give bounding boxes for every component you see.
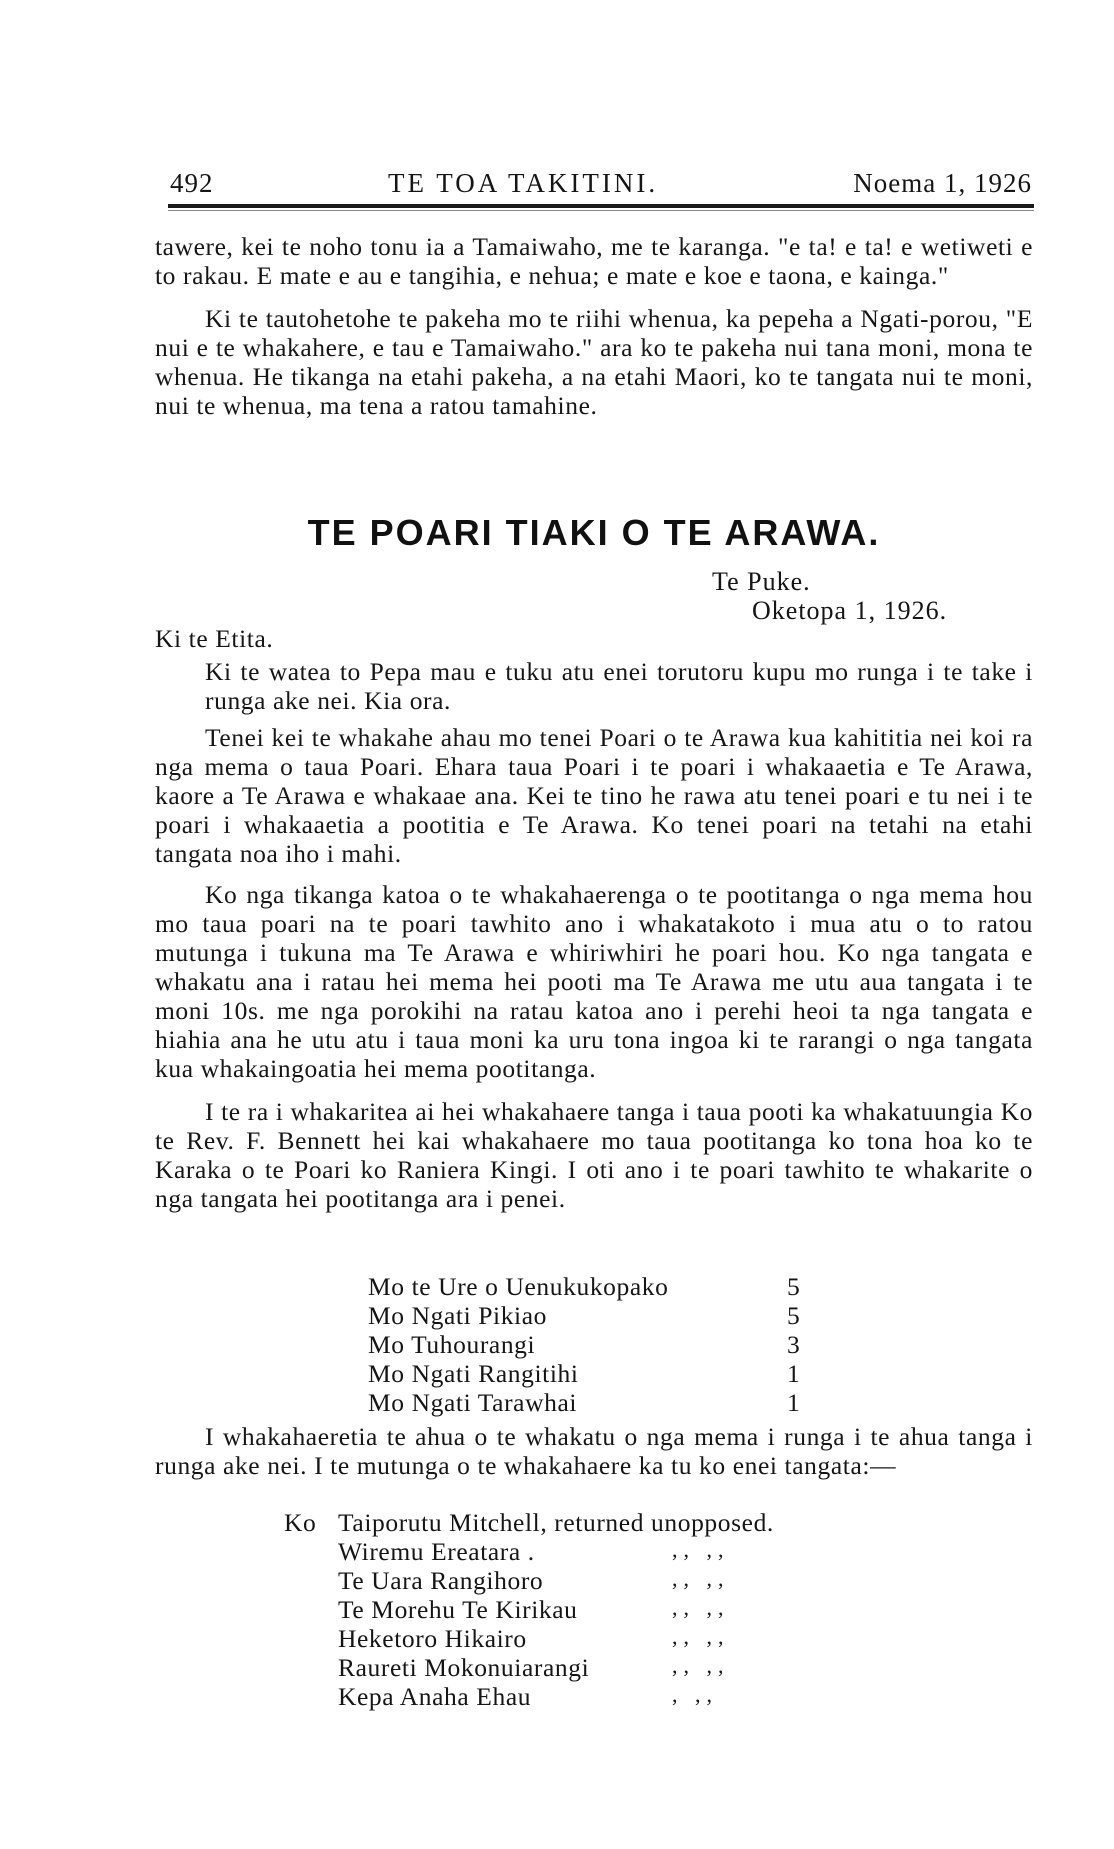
results-paragraph: I whakahaeretia te ahua o te whakatu o nga mema i runga i te ahua tanga i runga ake nei. I te mutunga o te whakahaere ka tu ko enei tangata:—	[155, 1422, 1033, 1480]
allocation-count: 5	[787, 1272, 800, 1301]
body-paragraph: Tenei kei te whakahe ahau mo tenei Poari o te Arawa kua kahititia nei koi ra nga mema o taua Poari. Ehara taua Poari i te poari i whakaaetia e Te Arawa, kaore a Te Arawa e whakaae ana. Kei te tino he rawa atu tenei poari e tu nei i te poari i whakaaetia a pootitia e Te Arawa. Ko tenei poari na tetahi na etahi tangata noa iho i mahi.	[155, 723, 1033, 868]
ditto-mark: ,, ,,	[672, 1537, 730, 1562]
allocation-label: Mo Ngati Rangitihi	[368, 1359, 579, 1388]
ditto-mark: ,, ,,	[672, 1595, 730, 1620]
results-text	[155, 1422, 1033, 1480]
header-rule	[168, 204, 1034, 208]
allocation-count: 5	[787, 1301, 800, 1330]
results-prefix: Ko	[284, 1508, 317, 1537]
result-name: Heketoro Hikairo	[338, 1624, 527, 1653]
result-name: Kepa Anaha Ehau	[338, 1682, 532, 1711]
ditto-mark: ,, ,,	[672, 1566, 730, 1591]
issue-date: Noema 1, 1926	[853, 168, 1032, 198]
allocation-label: Mo Ngati Pikiao	[368, 1301, 547, 1330]
journal-title: TE TOA TAKITINI.	[388, 168, 659, 198]
salutation: Ki te Etita.	[155, 624, 274, 653]
body-paragraph: Ko nga tikanga katoa o te whakahaerenga o te pootitanga o nga mema hou mo taua poari na te poari tawhito ano i whakatakoto i mua atu o to ratou mutunga i tukuna ma Te Arawa e whiriwhiri he poari hou. Ko nga tangata e whakatu ana i ratau hei mema hei pooti ma Te Arawa me utu aua tangata i te moni 10s. me nga porokihi na ratau katoa ano i perehi heoi ta nga tangata e hiahia ana he utu atu i taua moni ka uru tona ingoa ki te rarangi o nga tangata kua whakaingoatia hei mema pootitanga.	[155, 880, 1033, 1083]
dateline-place: Te Puke.	[712, 567, 811, 596]
ditto-mark: , ,,	[672, 1682, 718, 1707]
allocation-count: 1	[787, 1388, 800, 1417]
intro-text	[155, 232, 1033, 420]
allocation-count: 1	[787, 1359, 800, 1388]
allocation-label: Mo Tuhourangi	[368, 1330, 536, 1359]
header-rule-thin	[168, 210, 1034, 211]
ditto-mark: ,, ,,	[672, 1653, 730, 1678]
intro-paragraph: tawere, kei te noho tonu ia a Tamaiwaho, me te karanga. "e ta! e ta! e wetiweti e to rakau. E mate e au e tangihia, e nehua; e mate e koe e taona, e kainga."	[155, 232, 1033, 290]
body-paragraph: I te ra i whakaritea ai hei whakahaere tanga i taua pooti ka whakatuungia Ko te Rev. F. Bennett hei kai whakahaere mo taua pootitanga ko tona hoa ko te Karaka o te Poari ko Raniera Kingi. I oti ano i te poari tawhito te whakarite o nga tangata hei pootitanga ara i penei.	[155, 1097, 1033, 1213]
intro-paragraph: Ki te tautohetohe te pakeha mo te riihi whenua, ka pepeha a Ngati-porou, "E nui e te whakahere, e tau e Tamaiwaho." ara ko te pakeha nui tana moni, mona te whenua. He tikanga na etahi pakeha, a na etahi Maori, ko te tangata nui te moni, nui te whenua, ma tena a ratou tamahine.	[155, 304, 1033, 420]
page-header	[170, 168, 1032, 202]
page-number: 492	[170, 168, 214, 198]
result-name: Raureti Mokonuiarangi	[338, 1653, 590, 1682]
allocation-count: 3	[787, 1330, 800, 1359]
ditto-mark: ,, ,,	[672, 1624, 730, 1649]
result-name: Te Uara Rangihoro	[338, 1566, 544, 1595]
allocation-label: Mo Ngati Tarawhai	[368, 1388, 578, 1417]
allocation-label: Mo te Ure o Uenukukopako	[368, 1272, 669, 1301]
dateline-date: Oketopa 1, 1926.	[752, 596, 948, 625]
result-row: Taiporutu Mitchell, returned unopposed.	[338, 1508, 774, 1537]
letter-body	[155, 624, 1033, 1213]
result-name: Wiremu Ereatara .	[338, 1537, 535, 1566]
result-name: Te Morehu Te Kirikau	[338, 1595, 578, 1624]
letter-opening: Ki te watea to Pepa mau e tuku atu enei torutoru kupu mo runga i te take i runga ake nei. Kia ora.	[205, 657, 1033, 715]
section-title: TE POARI TIAKI O TE ARAWA.	[307, 512, 881, 553]
